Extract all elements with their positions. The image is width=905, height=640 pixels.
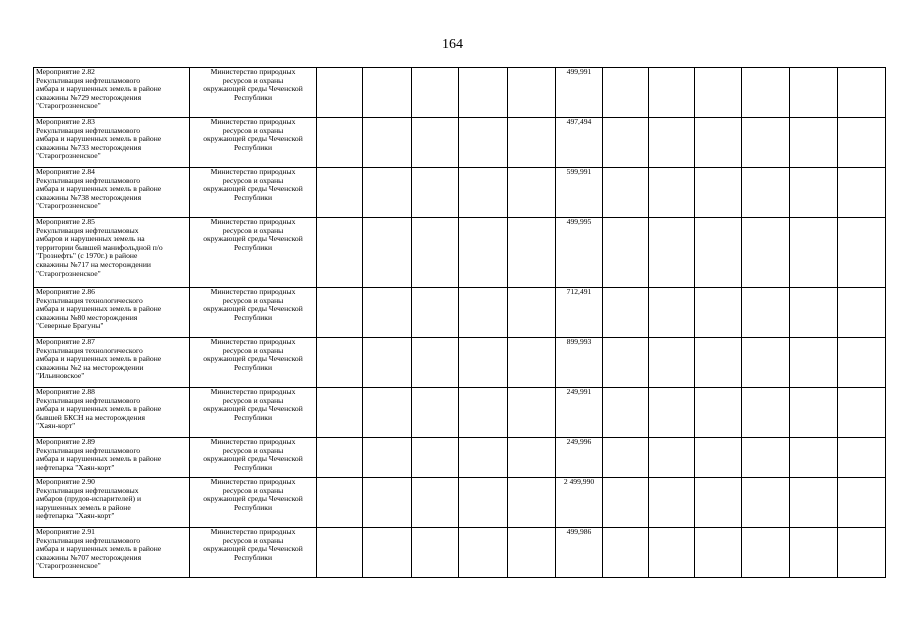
empty-cell [838, 288, 886, 338]
empty-cell [838, 218, 886, 288]
executor-cell [190, 438, 317, 478]
empty-cell [317, 438, 363, 478]
empty-cell [695, 478, 742, 528]
empty-cell [459, 478, 508, 528]
measure-cell [34, 218, 190, 288]
amount-cell: 499,995 [556, 218, 603, 288]
empty-cell [742, 478, 790, 528]
empty-cell [317, 288, 363, 338]
table-body [34, 68, 886, 578]
empty-cell [459, 288, 508, 338]
table-row [34, 388, 886, 438]
empty-cell [459, 528, 508, 578]
amount-cell: 499,986 [556, 528, 603, 578]
executor-cell [190, 288, 317, 338]
empty-cell [412, 388, 459, 438]
empty-cell [649, 168, 695, 218]
empty-cell [603, 388, 649, 438]
empty-cell [412, 528, 459, 578]
measure-cell [34, 168, 190, 218]
empty-cell [742, 388, 790, 438]
empty-cell [742, 118, 790, 168]
executor-text: Министерство природных ресурсов и охраны окружающей среды Чеченской Республики [203, 217, 303, 252]
empty-cell [649, 478, 695, 528]
measure-cell [34, 438, 190, 478]
empty-cell [459, 218, 508, 288]
measure-cell [34, 478, 190, 528]
empty-cell [603, 478, 649, 528]
table-row [34, 218, 886, 288]
empty-cell [649, 288, 695, 338]
measure-cell [34, 68, 190, 118]
empty-cell [363, 118, 412, 168]
empty-cell [508, 438, 556, 478]
amount-cell: 499,991 [556, 68, 603, 118]
measure-cell [34, 338, 190, 388]
empty-cell [790, 478, 838, 528]
empty-cell [742, 168, 790, 218]
empty-cell [317, 338, 363, 388]
amount-cell: 249,996 [556, 438, 603, 478]
empty-cell [603, 528, 649, 578]
measure-description: Рекультивация технологического амбара и нарушенных земель в районе скважины №80 месторождения "Северные Брагуны" [36, 295, 162, 331]
measure-description: Рекультивация нефтешламового амбара и нарушенных земель в районе скважины №729 месторождения "Старогрозненское" [36, 75, 162, 111]
empty-cell [508, 388, 556, 438]
measure-description: Рекультивация нефтешламовых амбаров (прудов-испарителей) и нарушенных земель в районе нефтепарка "Хаян-корт" [36, 485, 142, 521]
empty-cell [790, 288, 838, 338]
empty-cell [459, 68, 508, 118]
empty-cell [790, 218, 838, 288]
executor-text: Министерство природных ресурсов и охраны окружающей среды Чеченской Республики [203, 337, 303, 372]
empty-cell [838, 168, 886, 218]
empty-cell [649, 338, 695, 388]
table-row [34, 168, 886, 218]
empty-cell [363, 168, 412, 218]
empty-cell [838, 478, 886, 528]
empty-cell [838, 438, 886, 478]
empty-cell [317, 68, 363, 118]
empty-cell [317, 218, 363, 288]
empty-cell [363, 478, 412, 528]
empty-cell [695, 338, 742, 388]
table-row [34, 438, 886, 478]
empty-cell [838, 68, 886, 118]
empty-cell [317, 118, 363, 168]
empty-cell [363, 288, 412, 338]
empty-cell [603, 118, 649, 168]
empty-cell [412, 168, 459, 218]
empty-cell [838, 528, 886, 578]
empty-cell [742, 288, 790, 338]
table-row [34, 528, 886, 578]
executor-text: Министерство природных ресурсов и охраны окружающей среды Чеченской Республики [203, 167, 303, 202]
empty-cell [508, 478, 556, 528]
measures-table [33, 67, 886, 578]
executor-cell [190, 118, 317, 168]
executor-text: Министерство природных ресурсов и охраны окружающей среды Чеченской Республики [203, 287, 303, 322]
empty-cell [603, 168, 649, 218]
measure-description: Рекультивация нефтешламового амбара и нарушенных земель в районе бывшей БКСН на месторождения "Хаян-корт" [36, 395, 162, 431]
empty-cell [459, 168, 508, 218]
empty-cell [412, 118, 459, 168]
empty-cell [363, 528, 412, 578]
empty-cell [649, 388, 695, 438]
empty-cell [317, 528, 363, 578]
empty-cell [742, 528, 790, 578]
empty-cell [838, 388, 886, 438]
executor-cell [190, 338, 317, 388]
empty-cell [363, 338, 412, 388]
empty-cell [695, 388, 742, 438]
empty-cell [508, 528, 556, 578]
empty-cell [742, 338, 790, 388]
empty-cell [695, 68, 742, 118]
measure-title: Мероприятие 2.84 [36, 167, 95, 176]
empty-cell [412, 288, 459, 338]
empty-cell [649, 68, 695, 118]
empty-cell [695, 528, 742, 578]
empty-cell [603, 68, 649, 118]
measure-title: Мероприятие 2.85 [36, 217, 95, 226]
measure-title: Мероприятие 2.87 [36, 337, 95, 346]
empty-cell [459, 388, 508, 438]
measure-title: Мероприятие 2.90 [36, 477, 95, 486]
empty-cell [790, 168, 838, 218]
measure-description: Рекультивация нефтешламового амбара и нарушенных земель в районе скважины №707 месторождения "Старогрозненское" [36, 535, 162, 571]
empty-cell [649, 528, 695, 578]
executor-cell [190, 168, 317, 218]
empty-cell [790, 438, 838, 478]
amount-cell: 899,993 [556, 338, 603, 388]
empty-cell [790, 388, 838, 438]
empty-cell [317, 388, 363, 438]
empty-cell [695, 168, 742, 218]
empty-cell [603, 338, 649, 388]
empty-cell [363, 388, 412, 438]
executor-cell [190, 478, 317, 528]
measure-description: Рекультивация технологического амбара и нарушенных земель в районе скважины №2 на месторождении "Ильиновское" [36, 345, 162, 381]
measure-title: Мероприятие 2.89 [36, 437, 95, 446]
empty-cell [363, 68, 412, 118]
amount-cell: 497,494 [556, 118, 603, 168]
empty-cell [695, 118, 742, 168]
empty-cell [508, 288, 556, 338]
empty-cell [603, 218, 649, 288]
executor-cell [190, 528, 317, 578]
executor-text: Министерство природных ресурсов и охраны окружающей среды Чеченской Республики [203, 527, 303, 562]
executor-text: Министерство природных ресурсов и охраны окружающей среды Чеченской Республики [203, 477, 303, 512]
measure-cell [34, 288, 190, 338]
empty-cell [508, 338, 556, 388]
executor-cell [190, 218, 317, 288]
empty-cell [508, 168, 556, 218]
executor-text: Министерство природных ресурсов и охраны окружающей среды Чеченской Республики [203, 387, 303, 422]
empty-cell [649, 438, 695, 478]
table-row [34, 478, 886, 528]
table-row [34, 288, 886, 338]
empty-cell [695, 438, 742, 478]
measure-description: Рекультивация нефтешламового амбара и нарушенных земель в районе нефтепарка "Хаян-корт" [36, 445, 162, 472]
measure-title: Мероприятие 2.82 [36, 67, 95, 76]
amount-cell: 2 499,990 [556, 478, 603, 528]
executor-text: Министерство природных ресурсов и охраны окружающей среды Чеченской Республики [203, 67, 303, 102]
empty-cell [742, 438, 790, 478]
empty-cell [412, 68, 459, 118]
executor-text: Министерство природных ресурсов и охраны окружающей среды Чеченской Республики [203, 117, 303, 152]
measure-title: Мероприятие 2.86 [36, 287, 95, 296]
empty-cell [363, 218, 412, 288]
empty-cell [838, 118, 886, 168]
amount-cell: 249,991 [556, 388, 603, 438]
empty-cell [790, 118, 838, 168]
amount-cell: 712,491 [556, 288, 603, 338]
executor-cell [190, 388, 317, 438]
empty-cell [363, 438, 412, 478]
table-row [34, 338, 886, 388]
table-row [34, 68, 886, 118]
empty-cell [790, 338, 838, 388]
empty-cell [412, 338, 459, 388]
empty-cell [508, 68, 556, 118]
executor-text: Министерство природных ресурсов и охраны окружающей среды Чеченской Республики [203, 437, 303, 472]
empty-cell [790, 68, 838, 118]
empty-cell [790, 528, 838, 578]
empty-cell [649, 118, 695, 168]
executor-cell [190, 68, 317, 118]
page-number: 164 [442, 37, 463, 52]
empty-cell [459, 338, 508, 388]
table-row [34, 118, 886, 168]
empty-cell [412, 438, 459, 478]
empty-cell [603, 288, 649, 338]
empty-cell [742, 68, 790, 118]
amount-cell: 599,991 [556, 168, 603, 218]
empty-cell [459, 438, 508, 478]
empty-cell [459, 118, 508, 168]
empty-cell [695, 218, 742, 288]
measure-cell [34, 118, 190, 168]
empty-cell [695, 288, 742, 338]
empty-cell [317, 168, 363, 218]
measure-title: Мероприятие 2.91 [36, 527, 95, 536]
empty-cell [838, 338, 886, 388]
measure-description: Рекультивация нефтешламовых амбаров и нарушенных земель на территории бывшей манифольдной п/о "Грознефть" (с 1970г.) в районе скважины №717 на месторождении "Старогрозненское" [36, 225, 163, 278]
empty-cell [649, 218, 695, 288]
measure-description: Рекультивация нефтешламового амбара и нарушенных земель в районе скважины №733 месторождения "Старогрозненское" [36, 125, 162, 161]
measure-title: Мероприятие 2.88 [36, 387, 95, 396]
empty-cell [508, 118, 556, 168]
empty-cell [508, 218, 556, 288]
measure-description: Рекультивация нефтешламового амбара и нарушенных земель в районе скважины №738 месторождения "Старогрозненское" [36, 175, 162, 211]
measure-cell [34, 388, 190, 438]
empty-cell [603, 438, 649, 478]
empty-cell [412, 218, 459, 288]
measure-cell [34, 528, 190, 578]
measure-title: Мероприятие 2.83 [36, 117, 95, 126]
empty-cell [412, 478, 459, 528]
empty-cell [317, 478, 363, 528]
empty-cell [742, 218, 790, 288]
